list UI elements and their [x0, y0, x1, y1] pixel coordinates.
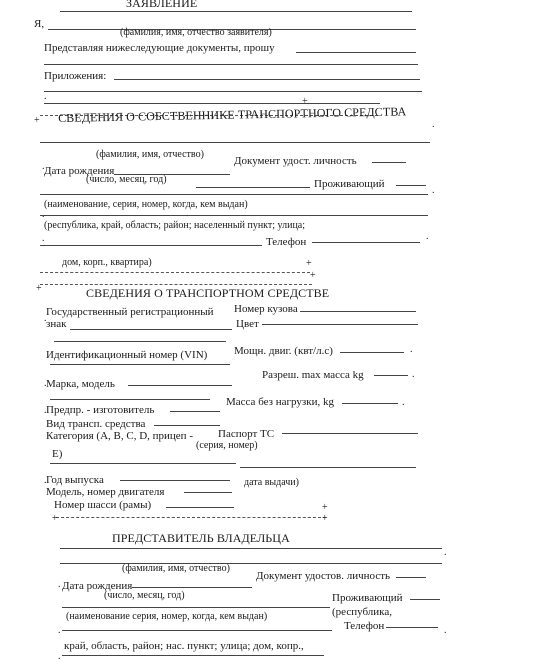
vehicle-make-model-label: Марка, модель: [46, 378, 115, 390]
owner-address-hint: (республика, край, область; район; населенный пункт; улица;: [44, 220, 306, 231]
divider-plus: +: [310, 270, 316, 281]
vehicle-issue-date-line[interactable]: [240, 467, 416, 468]
rep-name-hint: (фамилия, имя, отчество): [122, 563, 230, 574]
title-underline: [60, 11, 412, 12]
vehicle-color-line[interactable]: [262, 324, 418, 325]
rep-address-line-2[interactable]: [62, 655, 324, 656]
rep-id-doc-line[interactable]: [396, 577, 426, 578]
owner-heading: СВЕДЕНИЯ О СОБСТВЕННИКЕ ТРАНСПОРТНОГО СРЕДСТВА: [57, 104, 407, 125]
vehicle-type-line[interactable]: [154, 425, 220, 426]
vehicle-unladen-mass-line[interactable]: [342, 403, 398, 404]
owner-address-hint-2: дом, корп., квартира): [62, 257, 152, 268]
rep-birth-date-line[interactable]: [132, 587, 252, 588]
rep-residing-tail[interactable]: [410, 599, 440, 600]
scan-dot: .: [44, 378, 47, 389]
scan-dot: .: [426, 231, 429, 242]
request-line-2[interactable]: [44, 64, 418, 65]
vehicle-engine-power-label: Мощн. двиг. (квт/л.с): [234, 345, 333, 357]
rep-address-line[interactable]: [62, 630, 332, 631]
owner-address-line-2[interactable]: [40, 245, 262, 246]
owner-residing-line[interactable]: [196, 187, 310, 188]
owner-id-doc-line[interactable]: [372, 162, 406, 163]
rep-address-hint: край, область, район; нас. пункт; улица; дом, копр.,: [64, 640, 304, 652]
owner-address-line[interactable]: [40, 215, 428, 216]
rep-residing-label: Проживающий: [332, 592, 403, 604]
scan-dot: .: [432, 185, 435, 196]
rep-republic-hint: (республика,: [332, 606, 392, 618]
owner-name-line[interactable]: [40, 142, 430, 143]
rep-id-doc-label: Документ удостов. личность: [256, 570, 391, 582]
attachments-line-3[interactable]: [44, 103, 380, 104]
scan-dot: .: [42, 233, 45, 244]
vehicle-manufacturer-line[interactable]: [170, 411, 220, 412]
scan-dot: .: [58, 651, 61, 662]
vehicle-max-mass-label: Разреш. max масса kg: [262, 369, 364, 381]
rep-doc-hint: (наименование серия, номер, когда, кем выдан): [66, 611, 268, 622]
rep-name-line-2[interactable]: [60, 563, 442, 564]
owner-doc-hint: (наименование, серия, номер, когда, кем выдан): [44, 199, 248, 210]
vehicle-body-number-line[interactable]: [300, 311, 416, 312]
owner-phone-label: Телефон: [266, 236, 307, 248]
vehicle-chassis-line[interactable]: [166, 507, 234, 508]
vehicle-manufacturer-label: Предпр. - изготовитель: [46, 404, 155, 416]
rep-phone-line[interactable]: [386, 627, 438, 628]
vehicle-color-label: Цвет: [236, 318, 259, 330]
vehicle-reg-sign-label: Государственный регистрационный: [46, 306, 214, 318]
representative-heading: ПРЕДСТАВИТЕЛЬ ВЛАДЕЛЬЦА: [112, 531, 290, 545]
applicant-prefix: Я,: [34, 18, 45, 30]
vehicle-vin-label: Идентификационный номер (VIN): [46, 349, 208, 361]
vehicle-category-line[interactable]: [50, 463, 236, 464]
divider-dashed: [56, 517, 326, 518]
owner-residing-label: Проживающий: [314, 178, 385, 190]
vehicle-engine-power-line[interactable]: [340, 352, 404, 353]
rep-residing-line[interactable]: [62, 607, 330, 608]
scan-dot: .: [412, 369, 415, 380]
vehicle-max-mass-line[interactable]: [374, 375, 408, 376]
divider-plus: +: [322, 502, 328, 513]
vehicle-engine-model-label: Модель, номер двигателя: [46, 486, 165, 498]
divider-plus: +: [322, 513, 328, 524]
vehicle-reg-sign-line[interactable]: [70, 329, 232, 330]
rep-birth-date-label: Дата рождения: [62, 580, 133, 592]
scan-dot: .: [58, 579, 61, 590]
divider-plus: +: [36, 283, 42, 294]
scan-dot: .: [410, 344, 413, 355]
vehicle-year-line[interactable]: [120, 480, 230, 481]
scan-dot: .: [42, 161, 45, 172]
owner-date-hint: (число, месяц, год): [86, 174, 167, 185]
request-line-1[interactable]: [296, 52, 416, 53]
vehicle-chassis-label: Номер шасси (рамы): [54, 499, 152, 511]
owner-doc-line[interactable]: [40, 194, 428, 195]
divider-plus: +: [34, 115, 40, 126]
form-title: ЗАЯВЛЕНИЕ: [126, 0, 198, 10]
scan-dot: .: [42, 209, 45, 220]
vehicle-make-model-line-2[interactable]: [50, 399, 210, 400]
owner-residing-tail[interactable]: [396, 185, 426, 186]
rep-name-line[interactable]: [60, 548, 442, 549]
owner-birth-date-label: Дата рождения: [44, 165, 115, 177]
owner-id-doc-label: Документ удост. личность: [234, 155, 357, 167]
applicant-name-hint: (фамилия, имя, отчество заявителя): [120, 27, 272, 38]
vehicle-passport-line[interactable]: [282, 433, 418, 434]
attachments-line-1[interactable]: [114, 79, 420, 80]
vehicle-vin-line[interactable]: [50, 364, 230, 365]
vehicle-make-model-line[interactable]: [128, 385, 232, 386]
scan-dot: .: [444, 547, 447, 558]
scan-dot: .: [444, 625, 447, 636]
vehicle-issue-date-hint: дата выдачи): [244, 477, 299, 488]
scan-dot: .: [58, 625, 61, 636]
scan-dot: .: [44, 91, 47, 102]
divider-dashed: [40, 272, 310, 273]
vehicle-heading: СВЕДЕНИЯ О ТРАНСПОРТНОМ СРЕДСТВЕ: [86, 286, 330, 300]
scan-dot: .: [44, 475, 47, 486]
vehicle-passport-hint: (серия, номер): [196, 440, 258, 451]
vehicle-category-label: Категория (A, B, C, D, прицеп -: [46, 430, 193, 442]
vehicle-extra-line[interactable]: [54, 341, 226, 342]
rep-date-hint: (число, месяц, год): [104, 590, 185, 601]
vehicle-reg-sign-label-2: знак: [46, 318, 67, 330]
owner-name-hint: (фамилия, имя, отчество): [96, 149, 204, 160]
owner-phone-line[interactable]: [312, 242, 420, 243]
vehicle-unladen-mass-label: Масса без нагрузки, kg: [226, 396, 334, 408]
vehicle-type-label: Вид трансп. средства: [46, 418, 146, 430]
scan-dot: .: [44, 313, 47, 324]
vehicle-category-e: E): [52, 448, 63, 460]
vehicle-body-number-label: Номер кузова: [234, 303, 298, 315]
vehicle-engine-model-line[interactable]: [184, 492, 232, 493]
submitting-label: Представляя нижеследующие документы, прошу: [44, 42, 275, 54]
vehicle-passport-label: Паспорт ТС: [218, 428, 275, 440]
scan-dot: .: [44, 405, 47, 416]
vehicle-year-label: Год выпуска: [46, 474, 104, 486]
divider-plus: +: [302, 96, 308, 107]
attachments-label: Приложения:: [44, 70, 107, 82]
divider-plus: +: [306, 258, 312, 269]
scan-dot: .: [402, 397, 405, 408]
divider-plus: +: [52, 513, 58, 524]
rep-phone-label: Телефон: [344, 620, 385, 632]
attachments-line-2[interactable]: [44, 91, 422, 92]
divider-dashed: [40, 284, 312, 285]
scan-dot: .: [432, 119, 435, 130]
